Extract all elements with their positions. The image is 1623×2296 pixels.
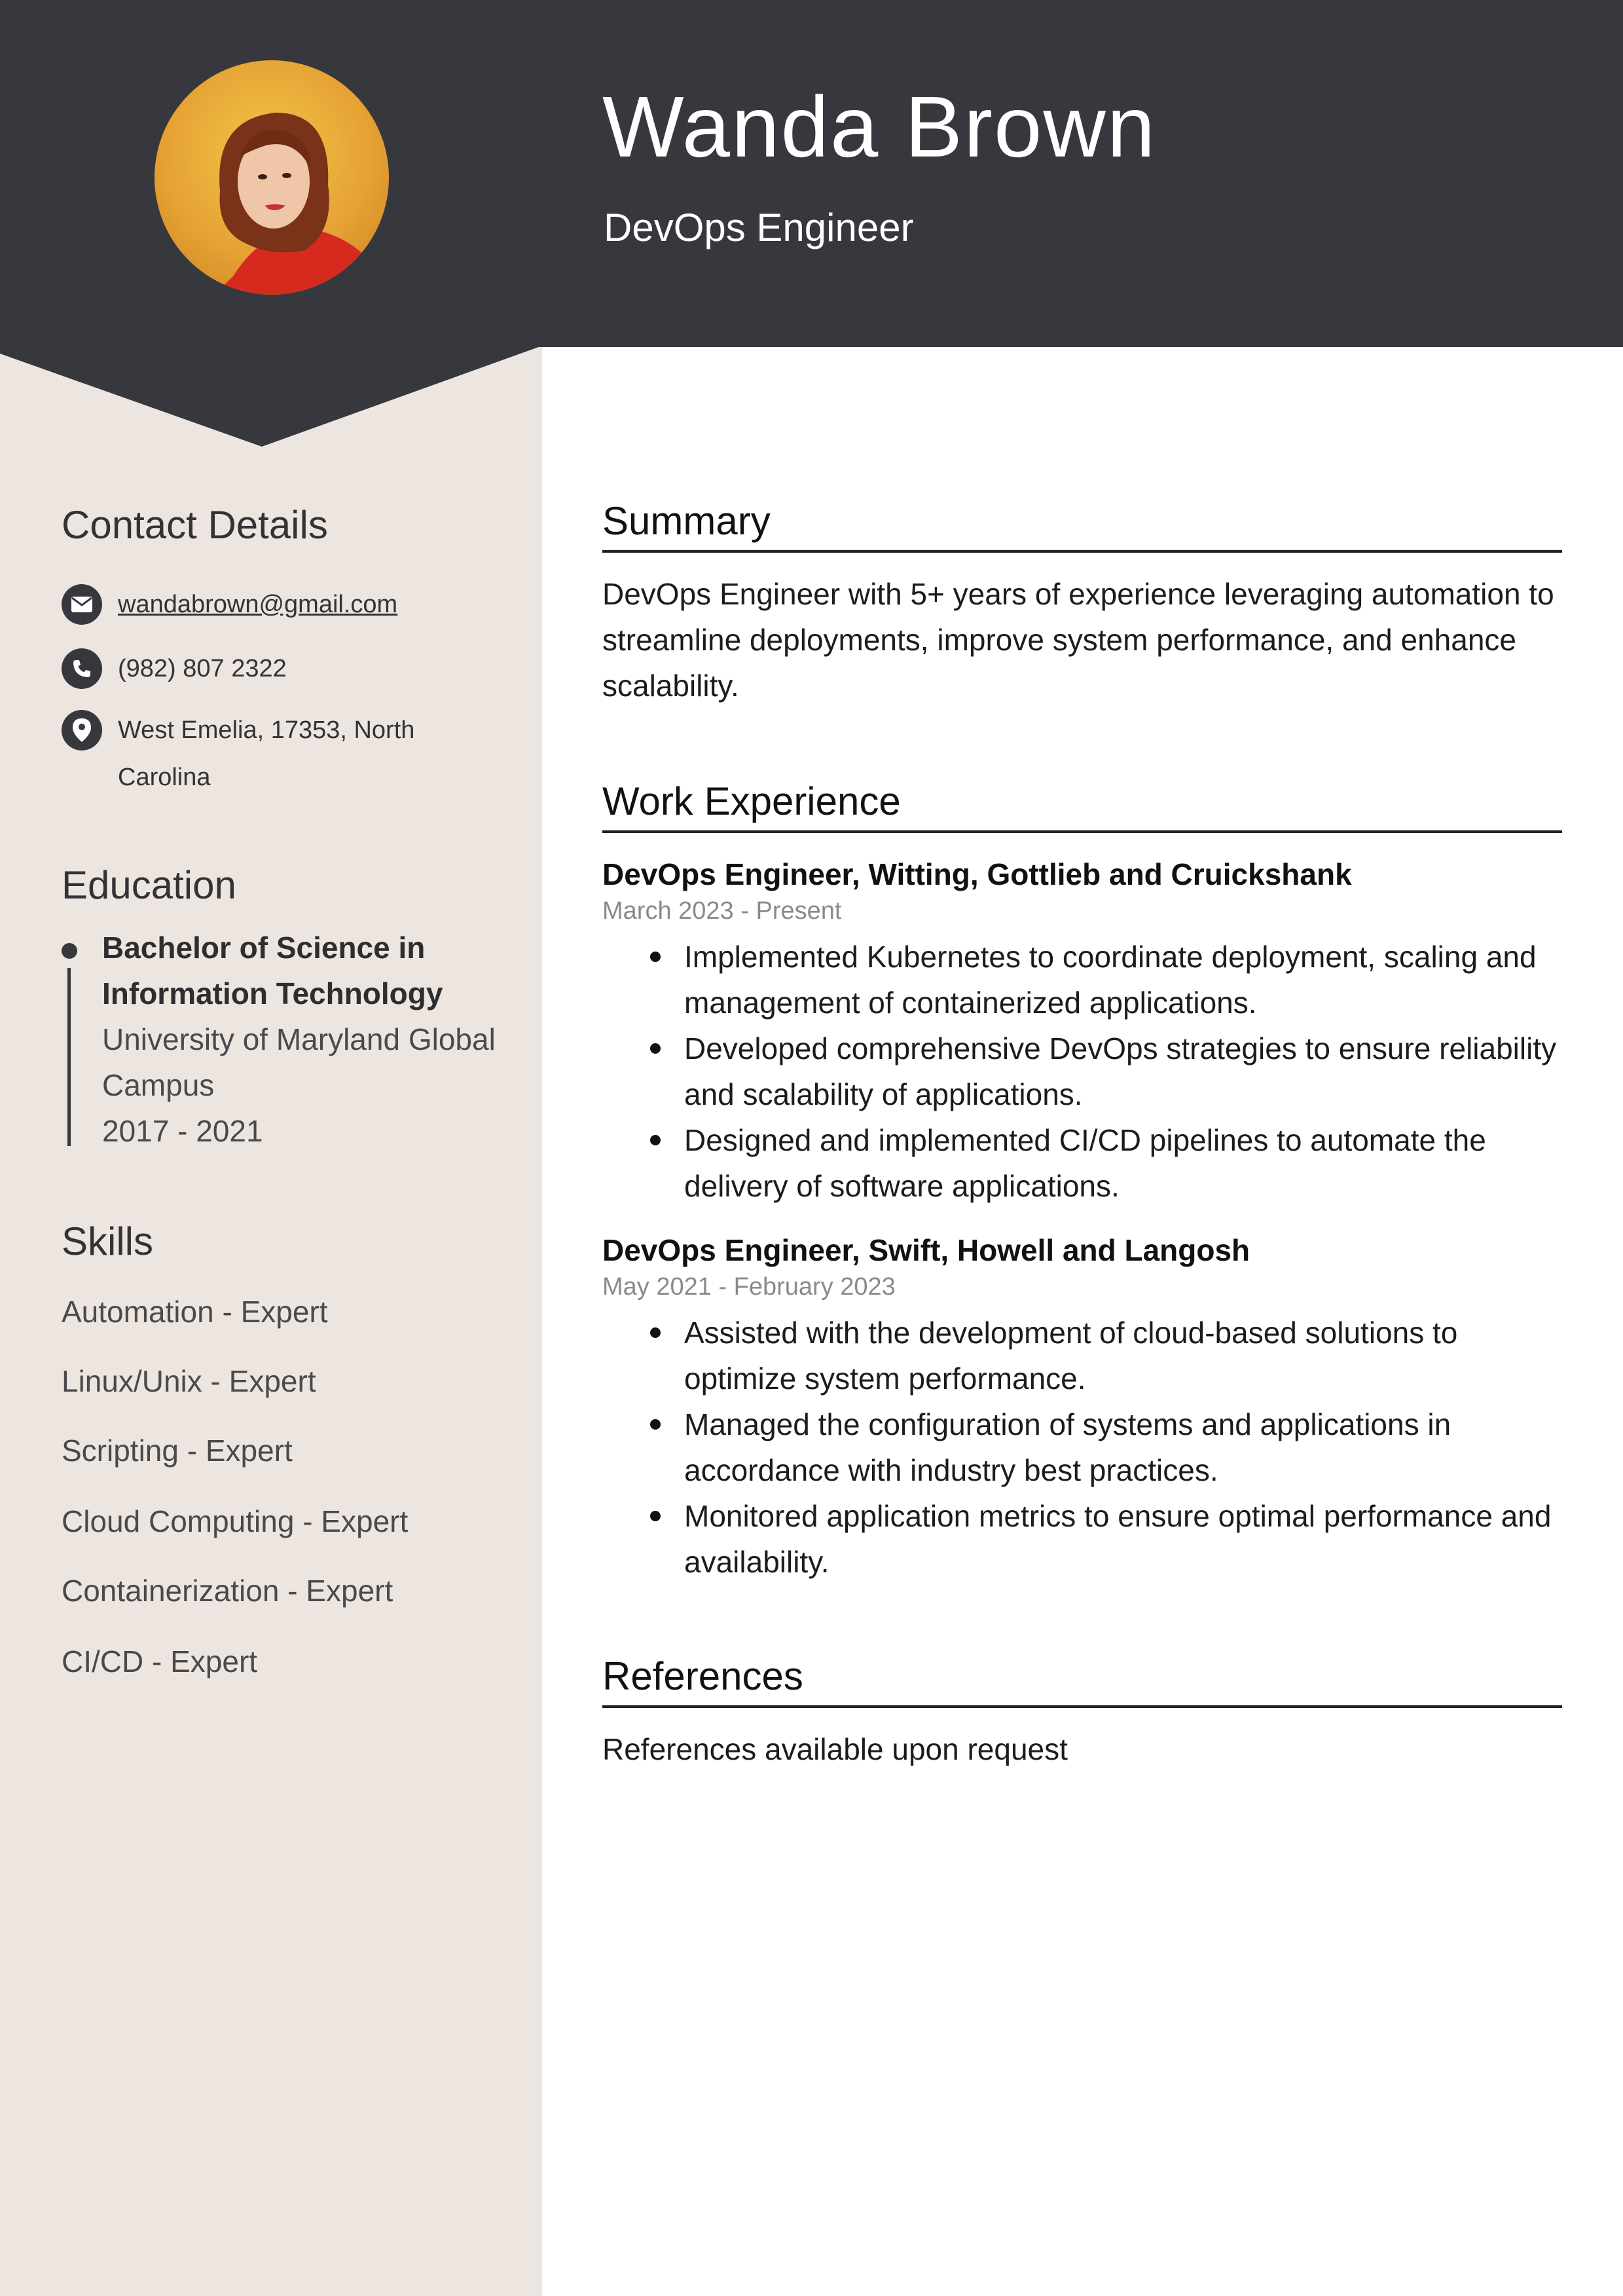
job-bullet: Developed comprehensive DevOps strategies to ensure reliability and scalability of applications. bbox=[684, 1026, 1568, 1117]
job-dates: March 2023 - Present bbox=[602, 897, 842, 925]
job-bullet: Assisted with the development of cloud-based solutions to optimize system performance. bbox=[684, 1310, 1568, 1401]
contact-address-row bbox=[62, 710, 471, 801]
contact-email-row[interactable] bbox=[62, 584, 397, 628]
job-title: DevOps Engineer, Swift, Howell and Langosh bbox=[602, 1233, 1250, 1267]
phone-text: (982) 807 2322 bbox=[118, 655, 287, 682]
address-text: West Emelia, 17353, North Carolina bbox=[118, 716, 415, 791]
contact-phone-row bbox=[62, 648, 287, 692]
job-bullet-list bbox=[684, 934, 1568, 1209]
job-title: DevOps Engineer, Witting, Gottlieb and Cruickshank bbox=[602, 857, 1352, 891]
education-heading: Education bbox=[62, 863, 236, 907]
skill-item: CI/CD - Expert bbox=[62, 1644, 258, 1678]
skill-item: Containerization - Expert bbox=[62, 1574, 393, 1608]
references-heading: References bbox=[602, 1657, 1562, 1708]
job-bullet: Implemented Kubernetes to coordinate deployment, scaling and management of containerized applications. bbox=[684, 934, 1568, 1026]
skill-item: Cloud Computing - Expert bbox=[62, 1504, 409, 1538]
skills-heading: Skills bbox=[62, 1219, 154, 1263]
skill-item: Scripting - Expert bbox=[62, 1434, 293, 1468]
skill-item: Automation - Expert bbox=[62, 1295, 328, 1329]
profile-photo bbox=[155, 60, 389, 295]
phone-icon bbox=[62, 648, 102, 689]
education-degree: Bachelor of Science in Information Technology bbox=[102, 931, 443, 1010]
job-dates: May 2021 - February 2023 bbox=[602, 1273, 896, 1301]
timeline-line bbox=[67, 968, 71, 1146]
education-years: 2017 - 2021 bbox=[102, 1114, 263, 1148]
envelope-icon bbox=[62, 584, 102, 625]
job-bullet: Monitored application metrics to ensure optimal performance and availability. bbox=[684, 1493, 1568, 1585]
skill-item: Linux/Unix - Expert bbox=[62, 1364, 316, 1398]
candidate-job-title: DevOps Engineer bbox=[604, 206, 914, 250]
summary-heading: Summary bbox=[602, 502, 1562, 553]
candidate-name: Wanda Brown bbox=[602, 79, 1157, 175]
header-chevron bbox=[0, 346, 542, 448]
job-bullet: Designed and implemented CI/CD pipelines to automate the delivery of software applications. bbox=[684, 1117, 1568, 1209]
references-text: References available upon request bbox=[602, 1732, 1068, 1766]
job-bullet-list bbox=[684, 1310, 1568, 1585]
contact-heading: Contact Details bbox=[62, 503, 328, 547]
email-link[interactable]: wandabrown@gmail.com bbox=[118, 591, 398, 618]
education-school: University of Maryland Global Campus bbox=[102, 1022, 496, 1102]
summary-text: DevOps Engineer with 5+ years of experience leveraging automation to streamline deployments, improve system performance, and enhance scalability. bbox=[602, 577, 1554, 703]
map-pin-icon bbox=[62, 710, 102, 750]
job-bullet: Managed the configuration of systems and applications in accordance with industry best practices. bbox=[684, 1401, 1568, 1493]
experience-heading: Work Experience bbox=[602, 782, 1562, 833]
timeline-dot bbox=[62, 943, 77, 959]
